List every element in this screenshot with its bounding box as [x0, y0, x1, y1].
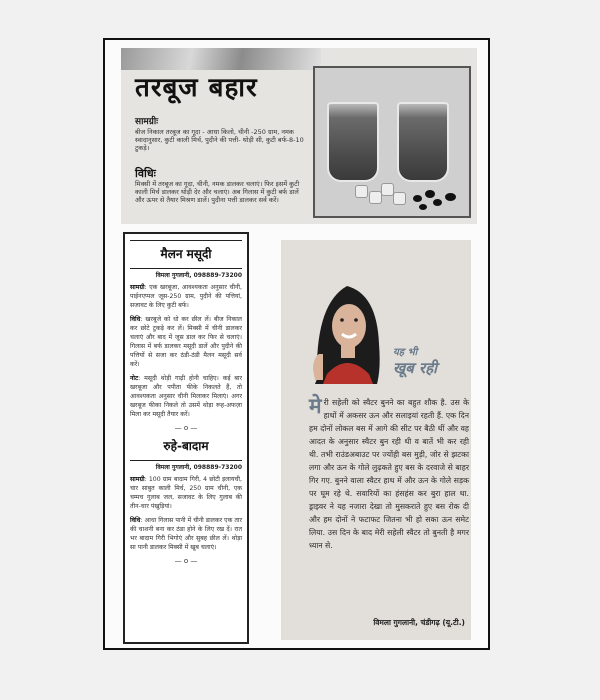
recipe2-byline: विमला गुगलानी, 098889-73200 — [155, 464, 242, 471]
separator: — o — — [174, 424, 198, 432]
ingredients-text: बीज निकाल तरबूज का गूदा - आधा किलो, चीनी -250 ग्राम, नमक स्वादानुसार, कुटी काली मिर्च, पुदीने की पत्ती- थोड़ी सी, कुटी बर्फ-8-10 टुकड़े। — [135, 128, 304, 152]
glass-image — [327, 102, 379, 182]
ice-cube — [393, 192, 406, 205]
method-label: विधिः — [135, 167, 156, 180]
left-recipe-column — [123, 232, 249, 644]
recipe1-byline: विमला गुगलानी, 098889-73200 — [155, 272, 242, 279]
seed — [445, 193, 456, 201]
ingredients-label: सामग्रीः — [135, 117, 159, 127]
header-band — [121, 48, 321, 70]
recipe-title: तरबूज बहार — [135, 73, 258, 103]
glass-image — [397, 102, 449, 182]
seed — [433, 199, 442, 206]
story-credit: विमला गुगलानी, चंडीगढ़ (यू.टी.) — [373, 618, 465, 627]
method-text: मिक्सी में तरबूज का गूदा, चीनी, नमक डालकर चलाएं। फिर इसमें कुटी काली मिर्च डालकर थोड़ी देर और चलाएं। अब गिलास में कुटी बर्फ डालें और ऊपर से तैयार मिश्रण डालें। पुदीना पत्ती डालकर सर्व करें। — [135, 180, 300, 204]
recipe1-note: नोट: मसूदी थोड़ी गाढ़ी होनी चाहिए। कई बार खरबूजा और पपीता फीके निकलते हैं, तो आवश्यकता अनुसार चीनी मिलाकर मिलाएं। अगर खरबूज फीका निकले तो उसमें थोड़ा रूह-अफज़ा मिला कर मसूदी तैयार करें। — [130, 375, 242, 418]
recipe1-ingredients: सामग्री: एक खरबूजा, आवश्यकता अनुसार चीनी, पाईनएप्पल जूस-250 ग्राम, पुदीने की पत्तियां, सजावट के लिए कुटी बर्फ। — [130, 284, 242, 309]
story-text: मेरी सहेली को स्वैटर बुनने का बहुत शौक है. उस के हाथों में अकसर ऊन और सलाइयां रहती हैं. एक दिन हम दोनों लोकल बस में आगे की सीट पर बैठी थीं और वह आदत के अनुसार स्वैटर बुन रही थी व बातें भी कर रही थी. तभी राउंडअबाउट पर ज्योंही बस मुड़ी, जोर से झटका लगा और ऊन के गोले लुढ़कते हुए बस के दरवाजे से बाहर गिर गए. बुनने वाला स्वैटर हाथ में और ऊन के गोले सड़क पर घूम रहे थे. सवारियों का हंसहंस कर बुरा हाल था. ड्राइवर ने यह नजारा देखा तो मुसकराते हुए बस रोक दी और हम दोनों ने फटाफट जितना भी हो सका ऊन समेट लिया. उस दिन के बाद मेरी सहेली स्वैटर तो बुनती है मगर ध्यान से. — [309, 394, 469, 550]
newspaper-page — [103, 38, 490, 650]
woman-portrait — [307, 274, 385, 384]
watermelon-recipe-clipping — [121, 48, 477, 224]
recipe2-title: रुहे-बादाम — [163, 439, 209, 453]
caption-line2: खूब रही — [393, 359, 438, 377]
story-clipping — [281, 240, 471, 640]
recipe1-title: मैलन मसूदी — [160, 247, 212, 261]
recipe1-method: विधि: खरबूजे को धो कर छील लें। बीज निकाल कर छोटे टुकड़े कर लें। मिक्सी में चीनी डालकर चलाएं और बाद में जूस डाल कर फिर से चलाएं। गिलास में बर्फ डालकर मसूदी डालें और पुदीने की पत्तियों से सजा कर ठंडी-ठंडी मैलन मसूदी सर्व करें। — [130, 316, 242, 368]
seed — [425, 190, 435, 198]
dropcap: मे — [309, 394, 322, 418]
recipe2-ingredients: सामग्री: 100 ग्राम बादाम गिरी, 4 छोटी इलायची, चार साबुत काली मिर्च, 250 ग्राम चीनी, एक चम्मच गुलाब जल, सजावट के लिए गुलाब की तीन-चार पंखुड़ियां। — [130, 476, 242, 510]
caption-line1: यह भी — [393, 347, 418, 358]
end-separator: — o — — [174, 557, 198, 565]
recipe2-method: विधि: आधा गिलास पानी में चीनी डालकर एक तार की चाशनी बना कर ठंडा होने के लिए रख दें। रात भर बादाम गिरी भिगोएं और सुबह छील लें। थोड़ा सा पानी डालकर मिक्सी में खूब चलाएं। — [130, 517, 242, 551]
ice-cube — [355, 185, 368, 198]
seed — [413, 195, 422, 202]
drink-photo — [313, 66, 471, 218]
seed — [419, 204, 427, 210]
